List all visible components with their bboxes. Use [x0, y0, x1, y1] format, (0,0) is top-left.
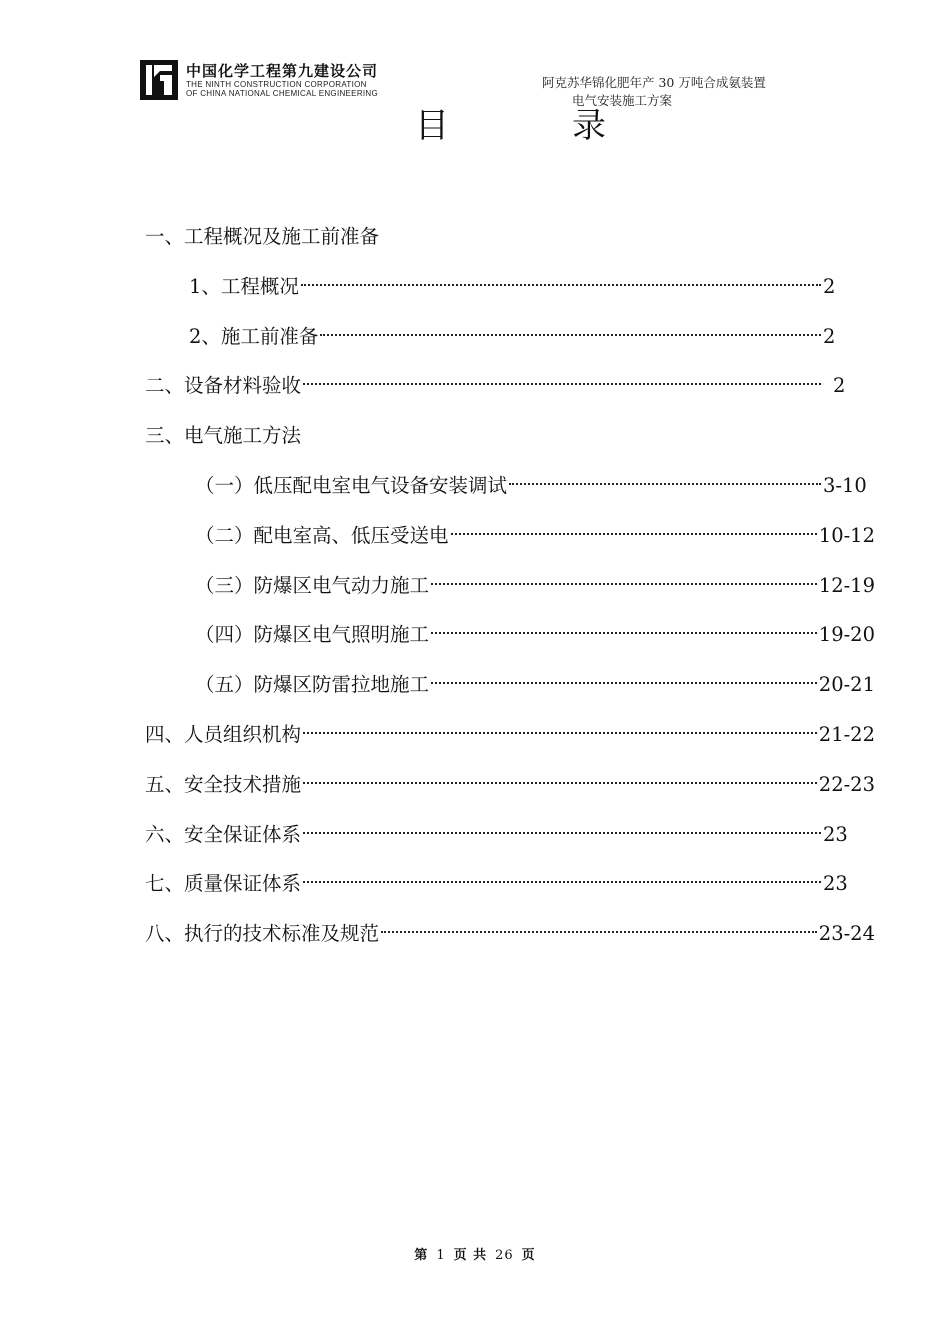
- logo-text: [186, 62, 378, 98]
- toc-entry-title: 1、工程概况: [189, 274, 299, 298]
- footer-middle: 页 共: [453, 1248, 488, 1263]
- toc-entry-title: （五）防爆区防雷拉地施工: [195, 673, 430, 697]
- table-of-contents: [145, 222, 875, 969]
- toc-entry-title: （二）配电室高、低压受送电: [195, 523, 449, 547]
- toc-item-1-2[interactable]: [145, 322, 875, 372]
- footer-suffix: 页: [521, 1248, 536, 1263]
- toc-section-4[interactable]: [145, 720, 875, 770]
- toc-page-number: 22-23: [818, 772, 875, 796]
- toc-section-5[interactable]: [145, 770, 875, 820]
- toc-item-3-4[interactable]: [145, 620, 875, 670]
- footer-prefix: 第: [414, 1248, 429, 1263]
- toc-leader-dots: [451, 533, 817, 535]
- toc-item-1-1[interactable]: [145, 272, 875, 322]
- company-name-cn: 中国化学工程第九建设公司: [186, 62, 379, 80]
- company-logo-icon: [140, 60, 178, 100]
- toc-page-number: 12-19: [818, 573, 875, 597]
- toc-leader-dots: [431, 583, 817, 585]
- toc-leader-dots: [431, 632, 817, 634]
- company-logo: [140, 60, 378, 100]
- project-title-line1: 阿克苏华锦化肥年产 30 万吨合成氨装置: [542, 75, 766, 90]
- toc-entry-title: 八、执行的技术标准及规范: [145, 922, 380, 946]
- toc-entry-title: 四、人员组织机构: [145, 722, 302, 746]
- page-title-char-2: 录: [572, 106, 606, 146]
- toc-page-number: 20-21: [818, 673, 875, 697]
- footer-total-pages: 26: [495, 1248, 514, 1263]
- page-title-char-1: 目: [415, 106, 449, 146]
- toc-leader-dots: [303, 832, 821, 834]
- toc-leader-dots: [320, 334, 821, 336]
- toc-section-7[interactable]: [145, 869, 875, 919]
- toc-page-number: 3-10: [823, 473, 867, 497]
- toc-section-2[interactable]: [145, 371, 875, 421]
- toc-leader-dots: [301, 284, 821, 286]
- toc-page-number: 21-22: [818, 722, 875, 746]
- toc-page-number: 23: [823, 822, 848, 846]
- toc-entry-title: （四）防爆区电气照明施工: [195, 623, 430, 647]
- toc-page-number: 10-12: [818, 523, 875, 547]
- toc-section-8[interactable]: [145, 919, 875, 969]
- company-name-en-line1: THE NINTH CONSTRUCTION CORPORATION: [186, 80, 367, 89]
- toc-entry-title: （三）防爆区电气动力施工: [195, 573, 430, 597]
- toc-entry-title: 一、工程概况及施工前准备: [145, 225, 380, 248]
- toc-leader-dots: [303, 782, 817, 784]
- toc-entry-title: 六、安全保证体系: [145, 822, 302, 846]
- toc-item-3-1[interactable]: [145, 471, 875, 521]
- toc-leader-dots: [509, 483, 821, 485]
- toc-leader-dots: [431, 682, 817, 684]
- toc-leader-dots: [303, 881, 821, 883]
- toc-page-number: 19-20: [818, 623, 875, 647]
- toc-section-3[interactable]: [145, 421, 875, 471]
- toc-leader-dots: [381, 931, 817, 933]
- footer-current-page: 1: [436, 1248, 446, 1263]
- toc-page-number: 23-24: [818, 922, 875, 946]
- company-name-en-line2: OF CHINA NATIONAL CHEMICAL ENGINEERING: [186, 89, 379, 98]
- toc-item-3-3[interactable]: [145, 571, 875, 621]
- toc-leader-dots: [303, 383, 821, 385]
- toc-entry-title: 五、安全技术措施: [145, 772, 302, 796]
- toc-entry-title: 2、施工前准备: [189, 324, 319, 348]
- toc-page-number: 2: [823, 274, 836, 298]
- toc-item-3-5[interactable]: [145, 670, 875, 720]
- toc-leader-dots: [303, 732, 817, 734]
- toc-entry-title: 三、电气施工方法: [145, 424, 302, 448]
- toc-section-6[interactable]: [145, 820, 875, 870]
- toc-item-3-2[interactable]: [145, 521, 875, 571]
- toc-page-number: 2: [823, 324, 836, 348]
- toc-section-1[interactable]: [145, 222, 875, 272]
- project-header: [542, 74, 766, 110]
- toc-page-number: 2: [833, 374, 846, 398]
- toc-page-number: 23: [823, 872, 848, 896]
- toc-entry-title: 二、设备材料验收: [145, 374, 302, 398]
- project-title-line2: 电气安装施工方案: [572, 93, 673, 108]
- toc-entry-title: 七、质量保证体系: [145, 872, 302, 896]
- toc-entry-title: （一）低压配电室电气设备安装调试: [195, 473, 508, 497]
- page-footer: [0, 1244, 950, 1263]
